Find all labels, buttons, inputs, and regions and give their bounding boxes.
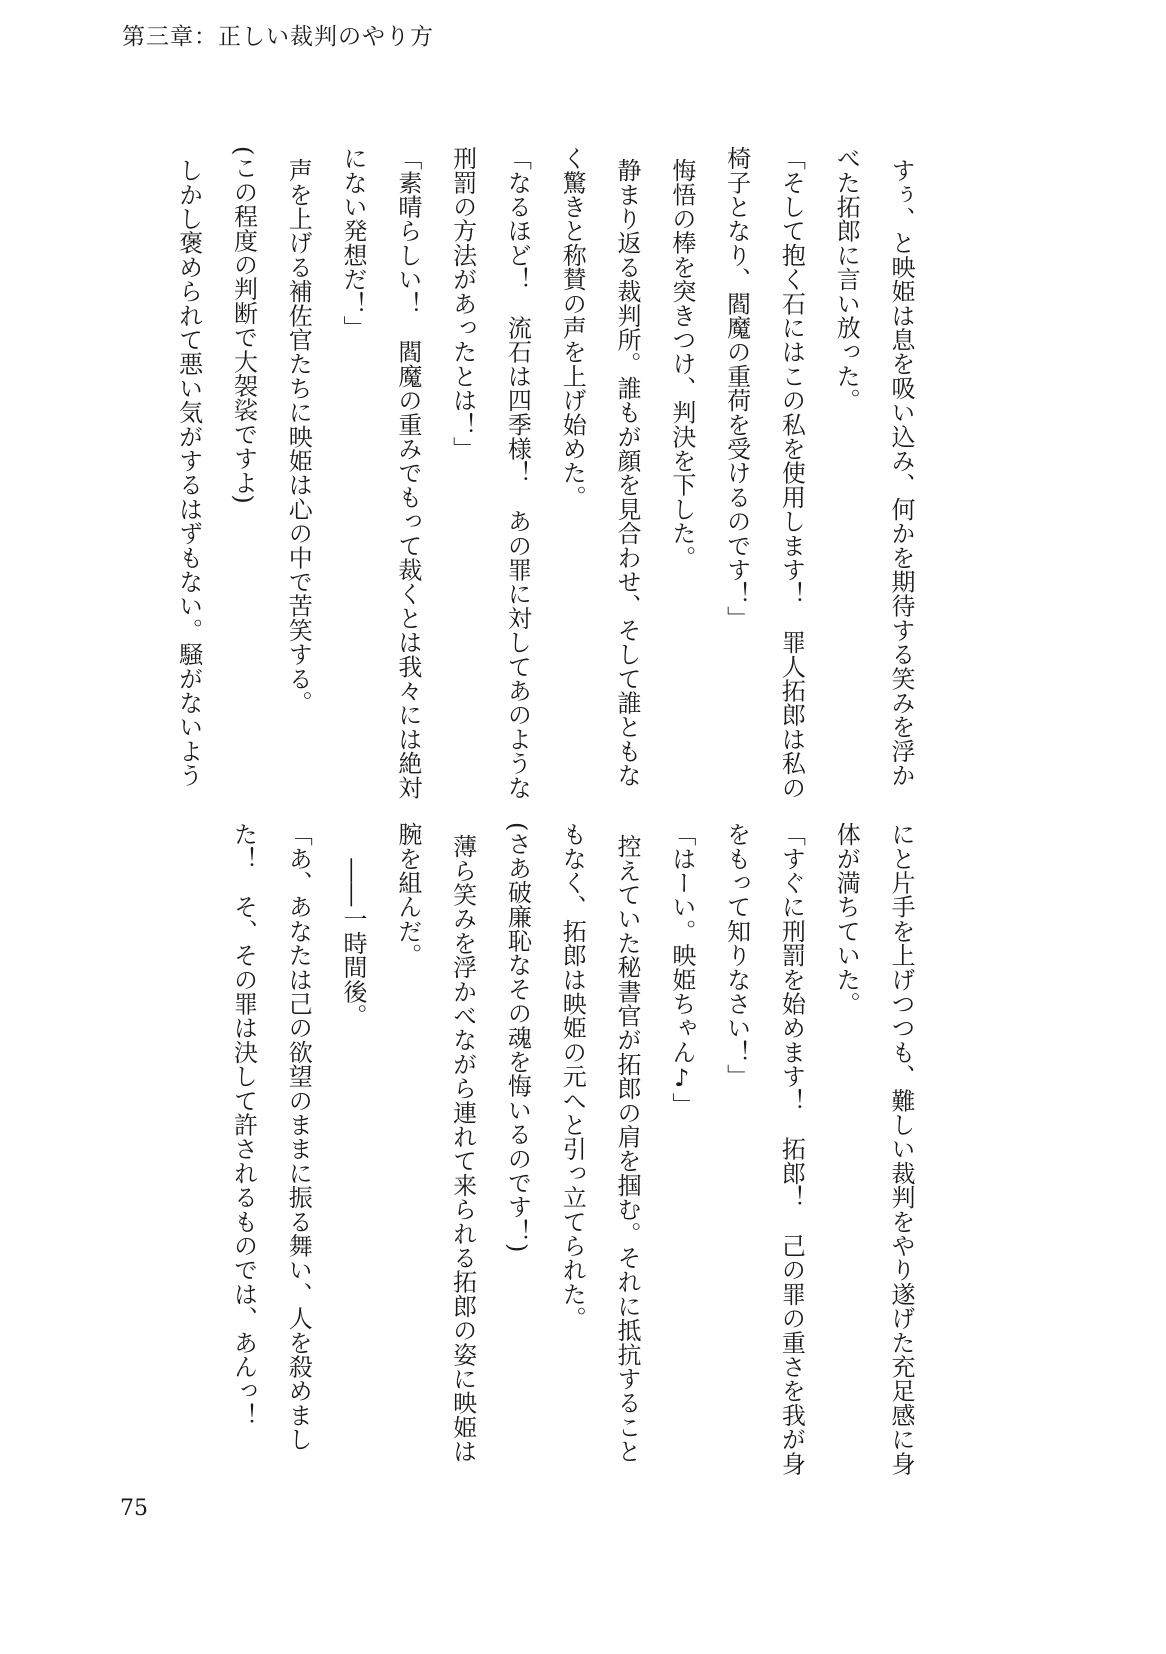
text-column: 声を上げる補佐官たちに映姫は心の中で苦笑する。 — [284, 158, 313, 715]
text-column: にと片手を上げつつも、難しい裁判をやり遂げた充足感に身 — [887, 822, 915, 1476]
text-column: 悔悟の棒を突きつけ、判決を下した。 — [667, 158, 696, 570]
text-block-top — [158, 146, 928, 800]
text-column: しかし褒められて悪い気がするはずもない。騒がないよう — [174, 158, 203, 788]
text-column: 体が満ちていた。 — [832, 822, 861, 1016]
text-column: にない発想だ！」 — [339, 146, 368, 340]
text-column: 「すぐに刑罰を始めます！ 拓郎！ 己の罪の重さを我が身 — [777, 822, 806, 1476]
text-column: 「はーい。映姫ちゃん♪」 — [667, 822, 696, 1117]
text-column: 刑罰の方法があったとは！」 — [448, 146, 477, 461]
text-column: べた拓郎に言い放った。 — [832, 146, 861, 413]
text-column: 薄ら笑みを浮かべながら連れて来られる拓郎の姿に映姫は — [448, 834, 477, 1464]
text-column: 腕を組んだ。 — [393, 822, 422, 968]
text-column: (さあ破廉恥なその魂を悔いるのです！) — [503, 822, 532, 1253]
text-column: 「なるほど！ 流石は四季様！ あの罪に対してあのような — [503, 146, 532, 800]
text-column: 「あ、あなたは己の欲望のままに振る舞い、人を殺めまし — [284, 822, 313, 1452]
text-block-bottom — [158, 822, 928, 1476]
text-column: 椅子となり、閻魔の重荷を受けるのです！」 — [722, 146, 751, 630]
text-column: 控えていた秘書官が拓郎の肩を掴む。それに抵抗すること — [613, 834, 642, 1464]
text-column: すぅ、と映姫は息を吸い込み、何かを期待する笑みを浮か — [887, 158, 915, 788]
text-column: (この程度の判断で大袈裟ですよ) — [229, 146, 258, 504]
text-column: 「素晴らしい！ 閻魔の重みでもって裁くとは我々には絶対 — [393, 146, 422, 800]
text-column: く驚きと称賛の声を上げ始めた。 — [558, 146, 587, 509]
text-column: をもって知りなさい！」 — [722, 822, 751, 1089]
text-column: た！ そ、その罪は決して許されるものでは、あんっ！ — [229, 822, 258, 1427]
text-column: 「そして抱く石にはこの私を使用します！ 罪人拓郎は私の — [777, 146, 806, 800]
page-number: 75 — [120, 1496, 148, 1521]
text-column: 静まり返る裁判所。誰もが顔を見合わせ、そして誰ともな — [613, 158, 642, 788]
text-column: ――一時間後。 — [339, 834, 368, 1028]
text-column: もなく、拓郎は映姫の元へと引っ立てられた。 — [558, 822, 587, 1331]
running-header: 第三章：正しい裁判のやり方 — [122, 24, 434, 50]
